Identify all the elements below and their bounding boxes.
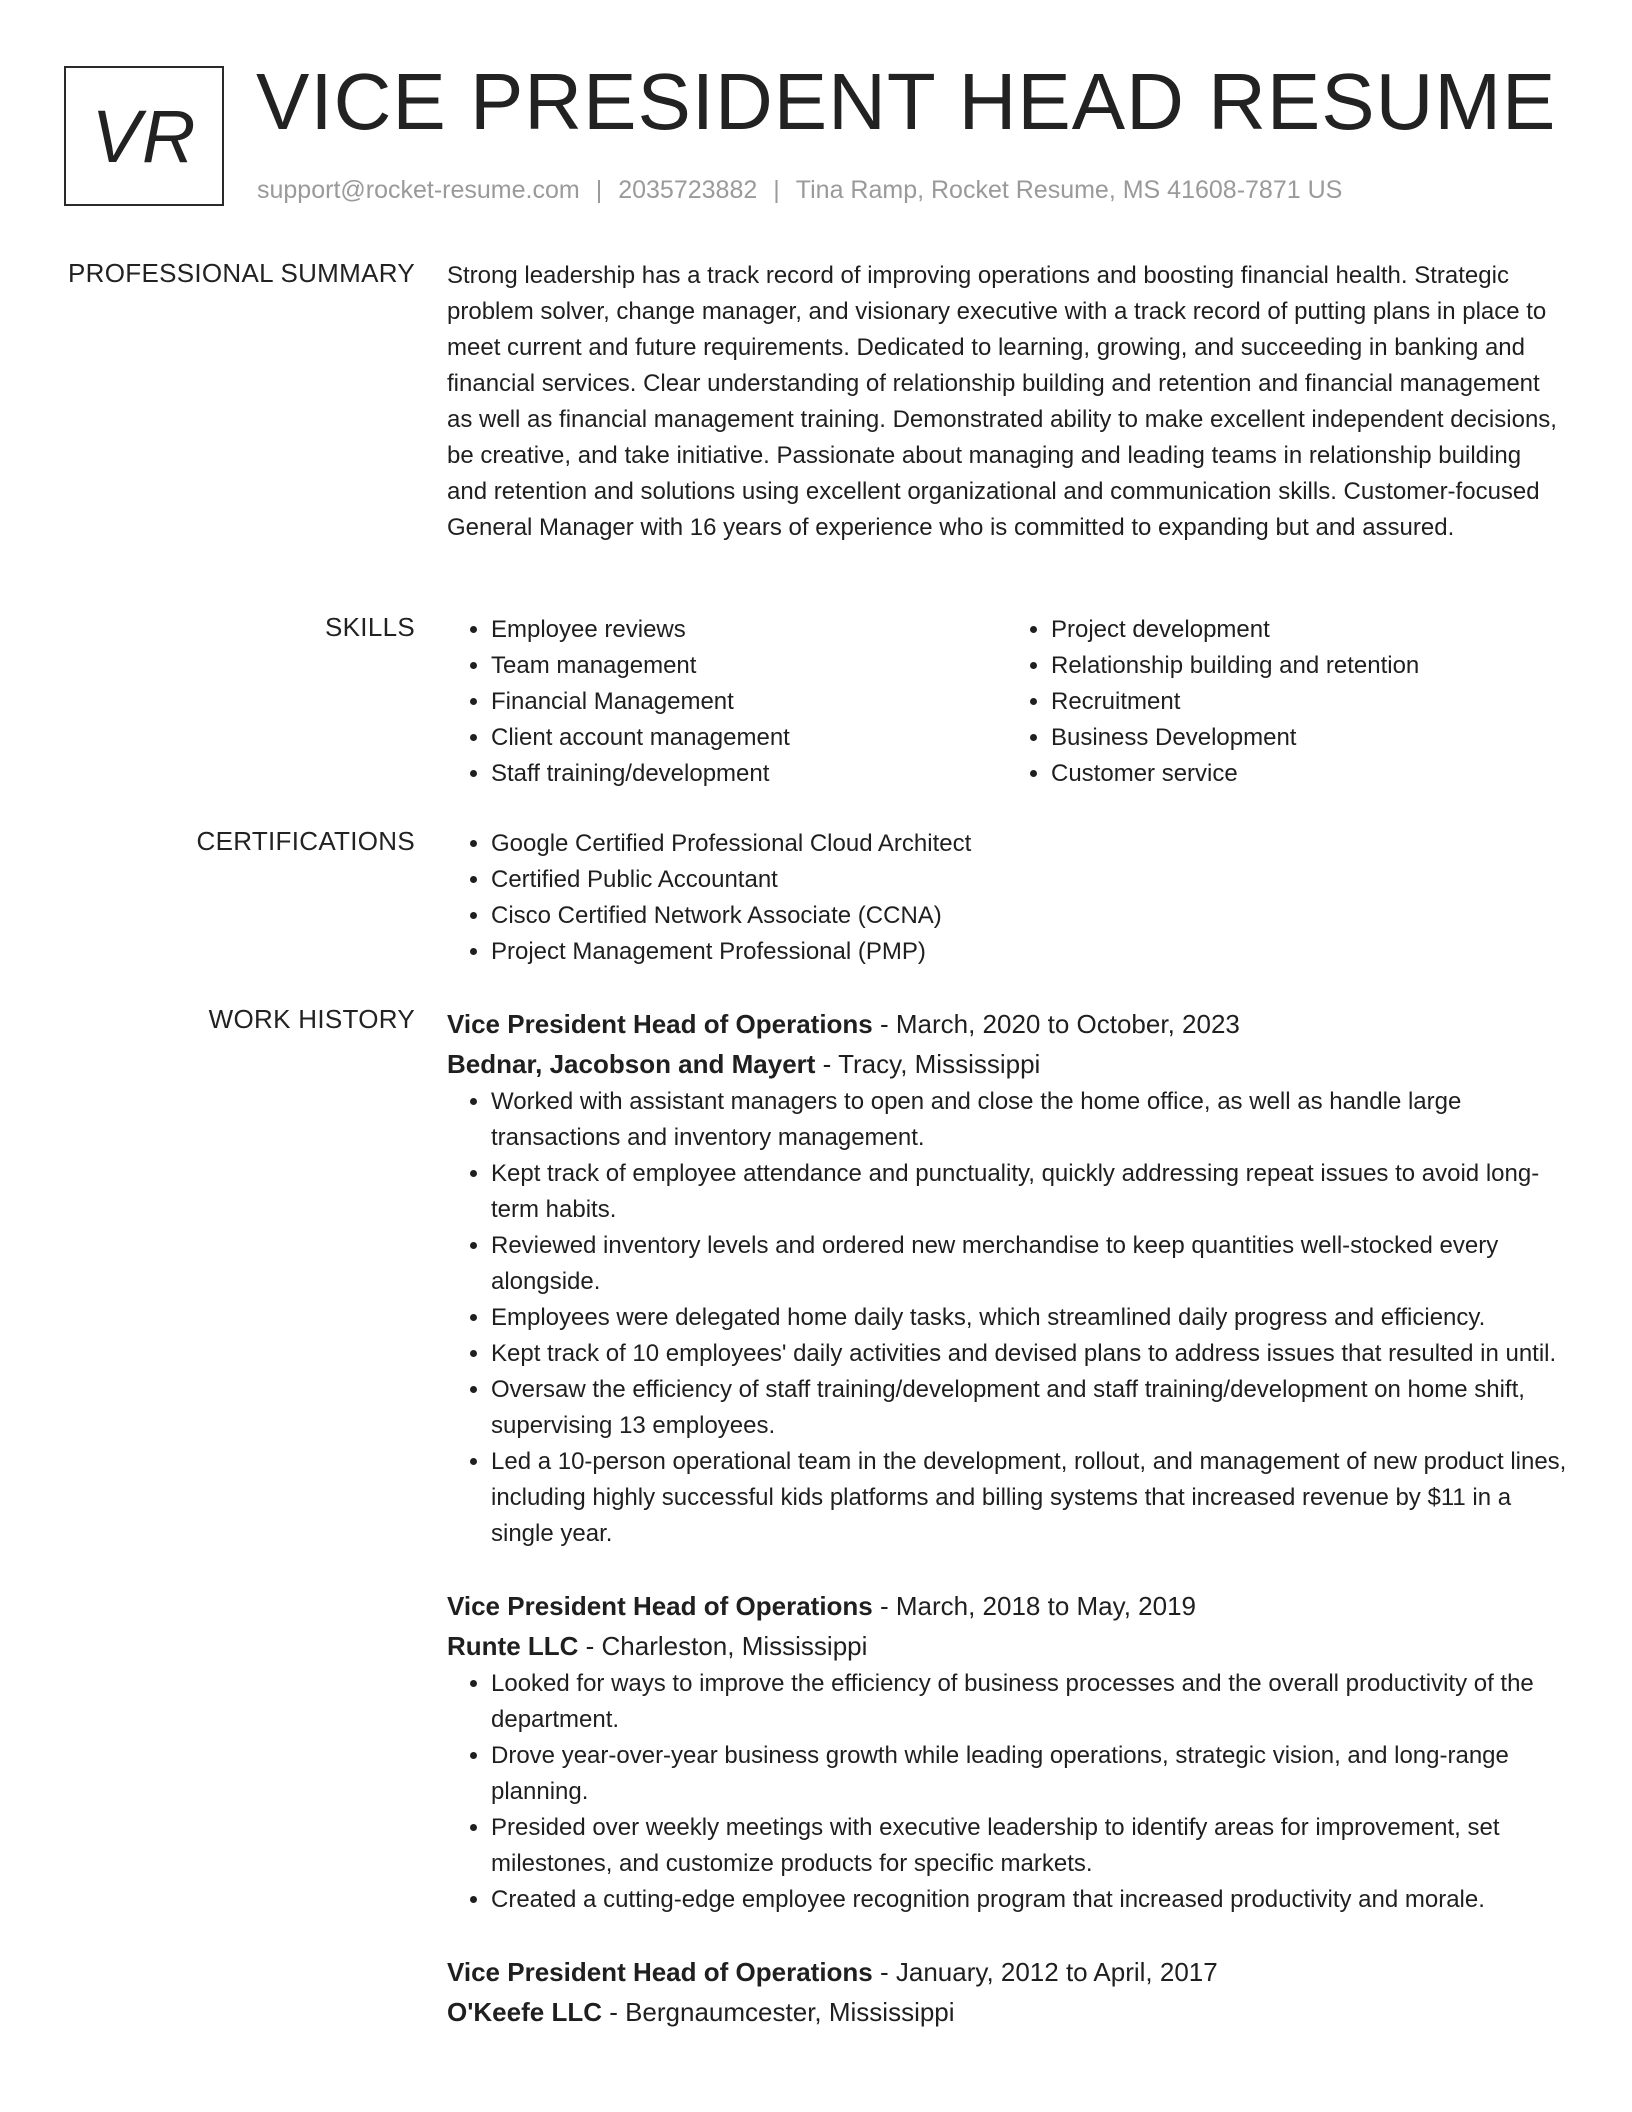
contact-email[interactable]: support@rocket-resume.com <box>257 176 580 204</box>
job-location: - Bergnaumcester, Mississippi <box>601 1997 955 2027</box>
skill-item: • Project development <box>1051 612 1567 648</box>
job-bullet: • Kept track of employee attendance and punctuality, quickly addressing repeat issues to avoid long-term habits. <box>491 1156 1567 1228</box>
job-title: Vice President Head of Operations <box>447 1957 873 1987</box>
skill-item: • Team management <box>491 648 1007 684</box>
job-bullet: • Oversaw the efficiency of staff training/development and staff training/development on home shift, supervising 13 employees. <box>491 1372 1567 1444</box>
contact-phone[interactable]: 2035723882 <box>618 176 758 204</box>
monogram-initials: VR <box>91 94 197 178</box>
job-company-line <box>447 1992 1567 2032</box>
job-bullet: • Kept track of 10 employees' daily activities and devised plans to address issues that resulted in until. <box>491 1336 1567 1372</box>
skill-item: • Recruitment <box>1051 684 1567 720</box>
skills-list-left <box>447 612 1007 792</box>
skill-item: • Relationship building and retention <box>1051 648 1567 684</box>
job-dates: - January, 2012 to April, 2017 <box>872 1957 1218 1987</box>
job-dates: - March, 2018 to May, 2019 <box>872 1591 1197 1621</box>
job-bullet: • Worked with assistant managers to open and close the home office, as well as handle large transactions and inventory management. <box>491 1084 1567 1156</box>
job-bullet: • Reviewed inventory levels and ordered new merchandise to keep quantities well-stocked every alongside. <box>491 1228 1567 1300</box>
job-title-line <box>447 1952 1567 1992</box>
job-title: Vice President Head of Operations <box>447 1591 873 1621</box>
job-bullets <box>447 1666 1567 1918</box>
monogram-logo <box>64 66 224 206</box>
job-bullet: • Employees were delegated home daily tasks, which streamlined daily progress and efficiency. <box>491 1300 1567 1336</box>
skill-item: • Business Development <box>1051 720 1567 756</box>
certification-item: • Project Management Professional (PMP) <box>491 934 1567 970</box>
job-company-line <box>447 1044 1567 1084</box>
skill-item: • Client account management <box>491 720 1007 756</box>
summary-label: PROFESSIONAL SUMMARY <box>68 258 415 288</box>
job-bullets <box>447 1084 1567 1552</box>
skill-item: • Staff training/development <box>491 756 1007 792</box>
skills-list-right <box>1007 612 1567 792</box>
job-entry <box>447 1586 1567 1918</box>
certifications-list <box>447 826 1567 970</box>
work-history-label: WORK HISTORY <box>208 1004 415 1034</box>
contact-separator: | <box>773 176 780 204</box>
job-company: Runte LLC <box>447 1631 579 1661</box>
job-entry <box>447 1004 1567 1552</box>
job-entry <box>447 1952 1567 2032</box>
certification-item: • Cisco Certified Network Associate (CCNA) <box>491 898 1567 934</box>
job-bullet: • Looked for ways to improve the efficiency of business processes and the overall productivity of the department. <box>491 1666 1567 1738</box>
job-dates: - March, 2020 to October, 2023 <box>872 1009 1240 1039</box>
job-bullet: • Drove year-over-year business growth while leading operations, strategic vision, and long-range planning. <box>491 1738 1567 1810</box>
job-company: Bednar, Jacobson and Mayert <box>447 1049 816 1079</box>
job-title: Vice President Head of Operations <box>447 1009 873 1039</box>
job-title-line <box>447 1586 1567 1626</box>
certifications-label: CERTIFICATIONS <box>196 826 415 856</box>
job-title-line <box>447 1004 1567 1044</box>
contact-line <box>257 176 1342 205</box>
skill-item: • Customer service <box>1051 756 1567 792</box>
skill-item: • Employee reviews <box>491 612 1007 648</box>
job-location: - Charleston, Mississippi <box>578 1631 868 1661</box>
job-company-line <box>447 1626 1567 1666</box>
summary-text: Strong leadership has a track record of improving operations and boosting financial health. Strategic problem solver, change manager, and visionary executive with a track record of putting plans in place to meet current and future requirements. Dedicated to learning, growing, and succeeding in banking and financial services. Clear understanding of relationship building and retention and financial management as well as financial management training. Demonstrated ability to make excellent independent decisions, be creative, and take initiative. Passionate about managing and leading teams in relationship building and retention and solutions using excellent organizational and communication skills. Customer-focused General Manager with 16 years of experience who is committed to expanding but and assured. <box>447 262 1557 541</box>
job-bullet: • Presided over weekly meetings with executive leadership to identify areas for improvement, set milestones, and customize products for specific markets. <box>491 1810 1567 1882</box>
job-bullet: • Led a 10-person operational team in the development, rollout, and management of new product lines, including highly successful kids platforms and billing systems that increased revenue by $11 in a single year. <box>491 1444 1567 1552</box>
contact-separator: | <box>595 176 603 204</box>
job-location: - Tracy, Mississippi <box>815 1049 1041 1079</box>
certification-item: • Google Certified Professional Cloud Architect <box>491 826 1567 862</box>
job-bullet: • Created a cutting-edge employee recognition program that increased productivity and morale. <box>491 1882 1567 1918</box>
skills-label: SKILLS <box>325 612 415 642</box>
contact-address: Tina Ramp, Rocket Resume, MS 41608-7871 US <box>795 176 1343 204</box>
job-company: O'Keefe LLC <box>447 1997 602 2027</box>
certification-item: • Certified Public Accountant <box>491 862 1567 898</box>
skill-item: • Financial Management <box>491 684 1007 720</box>
resume-title: VICE PRESIDENT HEAD RESUME <box>256 57 1557 146</box>
